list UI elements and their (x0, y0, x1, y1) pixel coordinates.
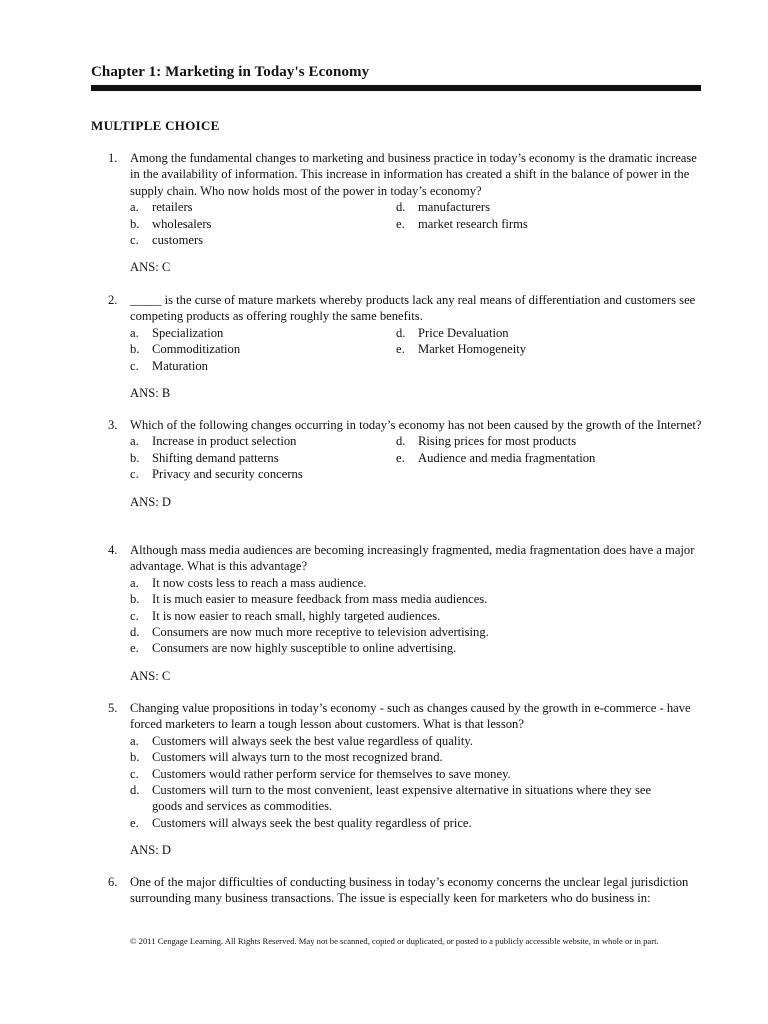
question-number: 2. (108, 293, 118, 307)
options-list (130, 325, 690, 374)
section-heading: MULTIPLE CHOICE (91, 118, 220, 133)
option-b: b. Shifting demand patterns (130, 450, 279, 465)
options-list (130, 433, 690, 482)
option-a: a. Customers will always seek the best value regardless of quality. (130, 733, 473, 748)
option-d: d. manufacturers (396, 200, 491, 215)
option-e: e. Audience and media fragmentation (396, 450, 596, 465)
answer: ANS: D (130, 843, 171, 858)
option-a: a. Specialization (130, 325, 224, 340)
options-list (130, 199, 690, 248)
question-number: 6. (108, 875, 118, 889)
question-text: Although mass media audiences are becoming increasingly fragmented, media fragmentation does have a major advantage. What is this advantage? (130, 543, 695, 574)
option-b: b. It is much easier to measure feedback from mass media audiences. (130, 592, 488, 607)
option-a: a. Increase in product selection (130, 434, 297, 449)
question-number: 1. (108, 151, 118, 165)
option-a: a. It now costs less to reach a mass audience. (130, 575, 367, 590)
title-rule (91, 85, 701, 91)
option-e: e. Consumers are now highly susceptible to online advertising. (130, 641, 457, 656)
option-c: c. Maturation (130, 358, 208, 373)
answer: ANS: C (130, 260, 171, 275)
question-number: 4. (108, 543, 118, 557)
question-3 (108, 417, 708, 510)
option-c: c. It is now easier to reach small, highly targeted audiences. (130, 608, 441, 623)
option-d: d. Consumers are now much more receptive to television advertising. (130, 624, 489, 639)
option-b: b. Customers will always turn to the most recognized brand. (130, 750, 443, 765)
option-c: c. customers (130, 233, 204, 247)
question-4 (108, 542, 708, 684)
question-text: Which of the following changes occurring in today’s economy has not been caused by the growth of the Internet? (130, 418, 702, 432)
answer: ANS: B (130, 385, 171, 400)
option-d: d. Price Devaluation (396, 325, 509, 340)
options-list (130, 733, 690, 831)
question-text: _____ is the curse of mature markets whereby products lack any real means of differentiation and customers see competing products as offering roughly the same benefits. (130, 293, 696, 324)
option-c: c. Customers would rather perform service for themselves to save money. (130, 766, 511, 781)
question-text: Among the fundamental changes to marketing and business practice in today’s economy is the dramatic increase in the availability of information. This increase in information has created a shift in the balance of power in the supply chain. Who now holds most of the power in today’s economy? (130, 151, 697, 198)
option-b: b. Commoditization (130, 342, 241, 357)
option-d: d. Rising prices for most products (396, 434, 577, 449)
option-e: e. Customers will always seek the best quality regardless of price. (130, 815, 472, 830)
option-c: c. Privacy and security concerns (130, 467, 303, 482)
option-d: d. Customers will turn to the most convenient, least expensive alternative in situations where they see goods and services as commodities. (130, 782, 652, 814)
question-number: 3. (108, 418, 118, 432)
question-1 (108, 150, 708, 276)
answer: ANS: C (130, 668, 171, 683)
option-e: e. market research firms (396, 216, 528, 231)
answer: ANS: D (130, 494, 171, 509)
option-e: e. Market Homogeneity (396, 342, 527, 357)
question-text: Changing value propositions in today’s economy - such as changes caused by the growth in e-commerce - have forced marketers to learn a tough lesson about customers. What is that lesson? (130, 701, 691, 732)
question-2 (108, 292, 708, 401)
question-6 (108, 874, 708, 907)
question-5 (108, 700, 708, 859)
question-number: 5. (108, 701, 118, 715)
copyright-footer: © 2011 Cengage Learning. All Rights Reserved. May not be scanned, copied or duplicated, or posted to a publicly accessible website, in whole or in part. (130, 936, 659, 946)
question-text: One of the major difficulties of conducting business in today’s economy concerns the unclear legal jurisdiction surrounding many business transactions. The issue is especially keen for marketers who do business in: (130, 875, 689, 906)
option-a: a. retailers (130, 200, 193, 215)
options-list (130, 575, 690, 657)
option-b: b. wholesalers (130, 216, 212, 231)
chapter-title: Chapter 1: Marketing in Today's Economy (91, 64, 370, 80)
